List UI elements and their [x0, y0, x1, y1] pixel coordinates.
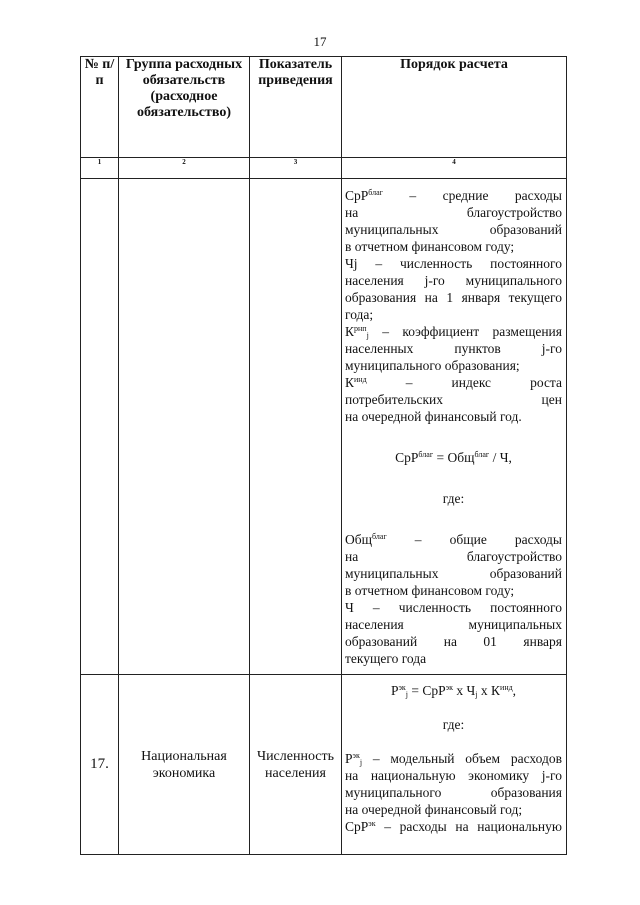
table-header-row — [81, 57, 567, 158]
text-line: в отчетном финансовом году; — [345, 239, 515, 254]
calculation-table — [80, 56, 567, 855]
table-row-17 — [81, 675, 567, 855]
text-line: муниципальных образований — [345, 222, 562, 237]
indicator: Численность населения — [250, 675, 342, 855]
text-line: СрР$^{благ}$ – средние расходы — [345, 188, 562, 203]
header-calculation: Порядок расчета — [342, 57, 567, 158]
cell-calculation — [342, 675, 567, 855]
text-line: потребительских цен — [345, 392, 562, 407]
text-line: на очередной финансовый год; — [345, 802, 523, 817]
header-number: № п/п — [81, 57, 119, 158]
text-line: текущего года — [345, 651, 427, 666]
page-number: 17 — [313, 34, 327, 49]
text-line: $К^{рнп}_j$ – коэффициент размещения — [345, 324, 562, 340]
column-number: 3 — [250, 158, 342, 179]
text-line: населения j-го муниципального — [345, 273, 562, 288]
text-line: Ч – численность постоянного — [345, 600, 562, 615]
column-number: 4 — [342, 158, 567, 179]
formula-model-expenses: $Р^{эк}_j = СрР^{эк}$ х $Ч_j$ х $К^{инд}$, — [390, 683, 517, 699]
text-line: СрР$^{эк}$ – расходы на национальную — [345, 819, 562, 834]
text-line: образования на 1 января текущего — [345, 290, 562, 305]
text-line: муниципального образования — [345, 785, 562, 800]
text-line: на национальную экономику j-го — [345, 768, 562, 783]
row-number: 17. — [81, 675, 119, 855]
where-label: где: — [442, 491, 465, 506]
header-group: Группа расходных обязательств (расходное обязательство) — [119, 57, 250, 158]
cell-group-empty — [119, 179, 250, 675]
cell-number-empty — [81, 179, 119, 675]
formula-average-expenses: СрР$^{благ}$ = Общ$^{благ}$ / Ч, — [395, 450, 512, 465]
text-line: года; — [345, 307, 374, 322]
text-line: муниципальных образований — [345, 566, 562, 581]
table-row-continued — [81, 179, 567, 675]
header-indicator: Показатель приведения — [250, 57, 342, 158]
cell-calculation — [342, 179, 567, 675]
text-line: на очередной финансовый год. — [345, 409, 522, 424]
text-line: на благоустройство — [345, 205, 562, 220]
column-number: 2 — [119, 158, 250, 179]
column-number: 1 — [81, 158, 119, 179]
text-line: $К^{инд}$ – индекс роста — [345, 375, 562, 390]
expense-group: Национальная экономика — [119, 675, 250, 855]
text-line: муниципального образования; — [345, 358, 520, 373]
text-line: в отчетном финансовом году; — [345, 583, 515, 598]
text-line: населенных пунктов j-го — [345, 341, 562, 356]
text-line: на благоустройство — [345, 549, 562, 564]
column-number-row — [81, 158, 567, 179]
where-label: где: — [442, 717, 465, 732]
text-line: $Р^{эк}_j$ – модельный объем расходов — [345, 751, 562, 767]
text-line: населения муниципальных — [345, 617, 562, 632]
text-line: Общ$^{благ}$ – общие расходы — [345, 532, 562, 547]
text-line: образований на 01 января — [345, 634, 562, 649]
cell-indicator-empty — [250, 179, 342, 675]
text-line: Чj – численность постоянного — [345, 256, 562, 271]
